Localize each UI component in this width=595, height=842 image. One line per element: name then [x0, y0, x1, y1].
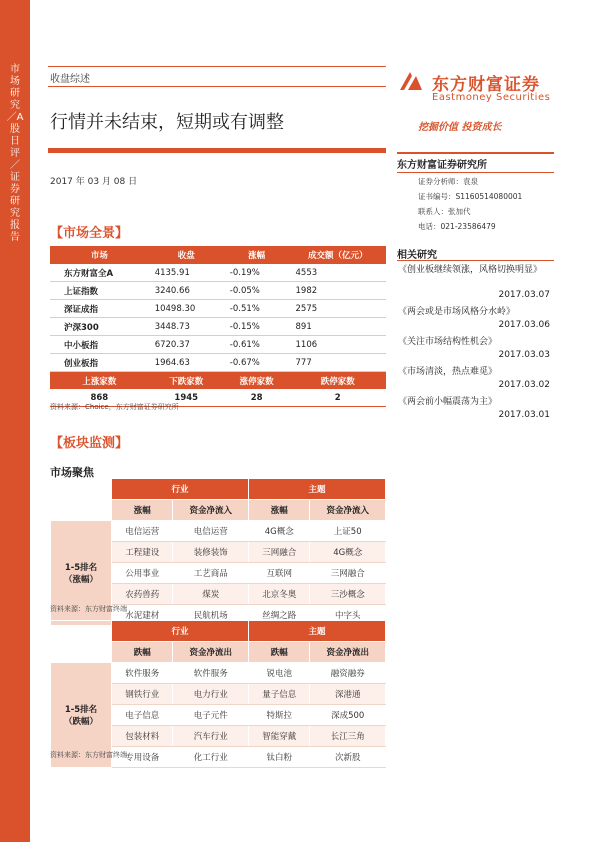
table-cell: 电力行业	[173, 684, 249, 705]
table-cell: 汽车行业	[173, 726, 249, 747]
table-cell: 互联网	[248, 563, 309, 584]
sector-bottom-source: 资料来源：东方财富终端	[50, 751, 127, 759]
table-cell: 电子信息	[112, 705, 173, 726]
table-cell: 电信运营	[112, 521, 173, 542]
table-cell: 软件服务	[173, 663, 249, 684]
col-decliners: 下跌家数	[149, 372, 224, 390]
market-close: 3240.66	[149, 282, 224, 300]
sidebar	[0, 0, 30, 842]
related-date: 2017.03.06	[498, 320, 550, 330]
related-heading: 相关研究	[397, 246, 554, 261]
market-volume: 777	[290, 354, 386, 372]
table-row	[50, 336, 386, 354]
table-cell: 次新股	[310, 747, 386, 768]
table-row	[50, 282, 386, 300]
col-inflow: 资金净流入	[173, 500, 249, 521]
eastmoney-logo-icon	[396, 66, 426, 96]
market-change: -0.51%	[224, 300, 290, 318]
advancers-count: 868	[50, 389, 149, 407]
table-cell: 化工行业	[173, 747, 249, 768]
col-gain: 涨幅	[112, 500, 173, 521]
group-industry: 行业	[112, 479, 249, 500]
rank-label: 1-5排名 （涨幅）	[51, 521, 112, 626]
market-close: 1964.63	[149, 354, 224, 372]
market-change: -0.15%	[224, 318, 290, 336]
table-cell: 三网融合	[248, 542, 309, 563]
col-limit-up: 涨停家数	[224, 372, 290, 390]
group-theme: 主题	[248, 479, 385, 500]
related-link[interactable]: 《关注市场结构性机会》	[398, 337, 498, 347]
col-inflow: 资金净流入	[310, 500, 386, 521]
group-theme: 主题	[248, 621, 385, 642]
limit-up-count: 28	[224, 389, 290, 407]
market-source: 资料来源：Choice，东方财富证券研究所	[50, 403, 179, 411]
table-cell: 水泥建材	[112, 605, 173, 626]
table-row	[50, 318, 386, 336]
table-cell: 中字头	[310, 605, 386, 626]
market-name: 沪深300	[50, 318, 149, 336]
market-change: -0.67%	[224, 354, 290, 372]
rank-label: 1-5排名 （跌幅）	[51, 663, 112, 768]
table-row	[51, 521, 386, 542]
table-cell: 电子元件	[173, 705, 249, 726]
table-cell: 智能穿戴	[248, 726, 309, 747]
related-link[interactable]: 《两会前小幅震荡为主》	[398, 397, 498, 407]
decliners-count: 1945	[149, 389, 224, 407]
table-cell: 农药兽药	[112, 584, 173, 605]
col-market: 市场	[50, 246, 149, 264]
table-cell: 深港通	[310, 684, 386, 705]
table-cell: 包装材料	[112, 726, 173, 747]
sector-bottom-table	[50, 620, 386, 768]
col-close: 收盘	[149, 246, 224, 264]
sector-top-source: 资料来源：东方财富终端	[50, 605, 127, 613]
brand-logo-block	[396, 64, 556, 110]
table-cell: 公用事业	[112, 563, 173, 584]
col-volume: 成交额（亿元）	[290, 246, 386, 264]
market-change: -0.05%	[224, 282, 290, 300]
market-focus-title: 市场聚焦	[50, 466, 94, 479]
col-outflow: 资金净流出	[173, 642, 249, 663]
related-link[interactable]: 《创业板继续领涨，风格切换明显》	[398, 265, 543, 275]
brand-name-en: Eastmoney Securities	[432, 92, 551, 103]
brand-slogan: 挖掘价值 投资成长	[418, 122, 502, 133]
related-date: 2017.03.01	[498, 410, 550, 420]
header-rule	[48, 66, 386, 67]
header-rule-lower	[48, 86, 386, 87]
col-decline: 跌幅	[112, 642, 173, 663]
table-cell: 专用设备	[112, 747, 173, 768]
market-name: 东方财富全A	[50, 264, 149, 282]
sidebar-label: 市场研究／A股日评／证券研究报告	[6, 64, 24, 243]
related-link[interactable]: 《两会或是市场风格分水岭》	[398, 307, 516, 317]
table-cell: 三沙概念	[310, 584, 386, 605]
table-row	[50, 354, 386, 372]
analyst: 证券分析师：袁泉	[418, 177, 478, 186]
table-row	[50, 300, 386, 318]
section-label: 收盘综述	[50, 74, 90, 85]
market-heading: 【市场全景】	[50, 226, 129, 241]
table-cell: 北京冬奥	[248, 584, 309, 605]
brand-name-cn: 东方财富证券	[432, 75, 540, 95]
cert-number: 证书编号：S1160514080001	[418, 192, 523, 201]
table-cell: 融资融券	[310, 663, 386, 684]
table-row	[50, 264, 386, 282]
limit-down-count: 2	[290, 389, 386, 407]
table-cell: 4G概念	[310, 542, 386, 563]
contact: 联系人：张加代	[418, 207, 471, 216]
related-date: 2017.03.02	[498, 380, 550, 390]
market-name: 上证指数	[50, 282, 149, 300]
table-cell: 特斯拉	[248, 705, 309, 726]
table-cell: 三网融合	[310, 563, 386, 584]
title-rule	[48, 148, 386, 153]
market-volume: 2575	[290, 300, 386, 318]
report-date: 2017 年 03 月 08 日	[50, 177, 138, 187]
table-cell: 工艺商品	[173, 563, 249, 584]
table-cell: 民航机场	[173, 605, 249, 626]
market-volume: 1982	[290, 282, 386, 300]
market-change: -0.19%	[224, 264, 290, 282]
table-cell: 锐电池	[248, 663, 309, 684]
table-cell: 深成500	[310, 705, 386, 726]
institute-heading: 东方财富证券研究所	[397, 152, 554, 173]
market-close: 6720.37	[149, 336, 224, 354]
col-advancers: 上涨家数	[50, 372, 149, 390]
phone: 电话：021-23586479	[418, 222, 496, 231]
sector-heading: 【板块监测】	[50, 436, 129, 451]
market-table	[50, 246, 386, 407]
table-cell: 钢铁行业	[112, 684, 173, 705]
table-cell: 工程建设	[112, 542, 173, 563]
market-name: 深证成指	[50, 300, 149, 318]
table-cell: 装修装饰	[173, 542, 249, 563]
col-outflow: 资金净流出	[310, 642, 386, 663]
table-cell: 软件服务	[112, 663, 173, 684]
related-link[interactable]: 《市场清淡，热点难觅》	[398, 367, 498, 377]
market-close: 4135.91	[149, 264, 224, 282]
table-cell: 4G概念	[248, 521, 309, 542]
table-row	[51, 663, 386, 684]
related-date: 2017.03.07	[498, 290, 550, 300]
related-date: 2017.03.03	[498, 350, 550, 360]
market-name: 中小板指	[50, 336, 149, 354]
market-close: 10498.30	[149, 300, 224, 318]
market-change: -0.61%	[224, 336, 290, 354]
market-volume: 4553	[290, 264, 386, 282]
table-cell: 量子信息	[248, 684, 309, 705]
table-cell: 长江三角	[310, 726, 386, 747]
market-name: 创业板指	[50, 354, 149, 372]
table-cell: 钛白粉	[248, 747, 309, 768]
table-cell: 上证50	[310, 521, 386, 542]
col-gain: 涨幅	[248, 500, 309, 521]
market-volume: 1106	[290, 336, 386, 354]
page-title: 行情并未结束，短期或有调整	[50, 112, 284, 133]
market-volume: 891	[290, 318, 386, 336]
col-decline: 跌幅	[248, 642, 309, 663]
table-cell: 煤炭	[173, 584, 249, 605]
col-change: 涨幅	[224, 246, 290, 264]
group-industry: 行业	[112, 621, 249, 642]
table-cell: 丝绸之路	[248, 605, 309, 626]
market-close: 3448.73	[149, 318, 224, 336]
table-cell: 电信运营	[173, 521, 249, 542]
col-limit-down: 跌停家数	[290, 372, 386, 390]
